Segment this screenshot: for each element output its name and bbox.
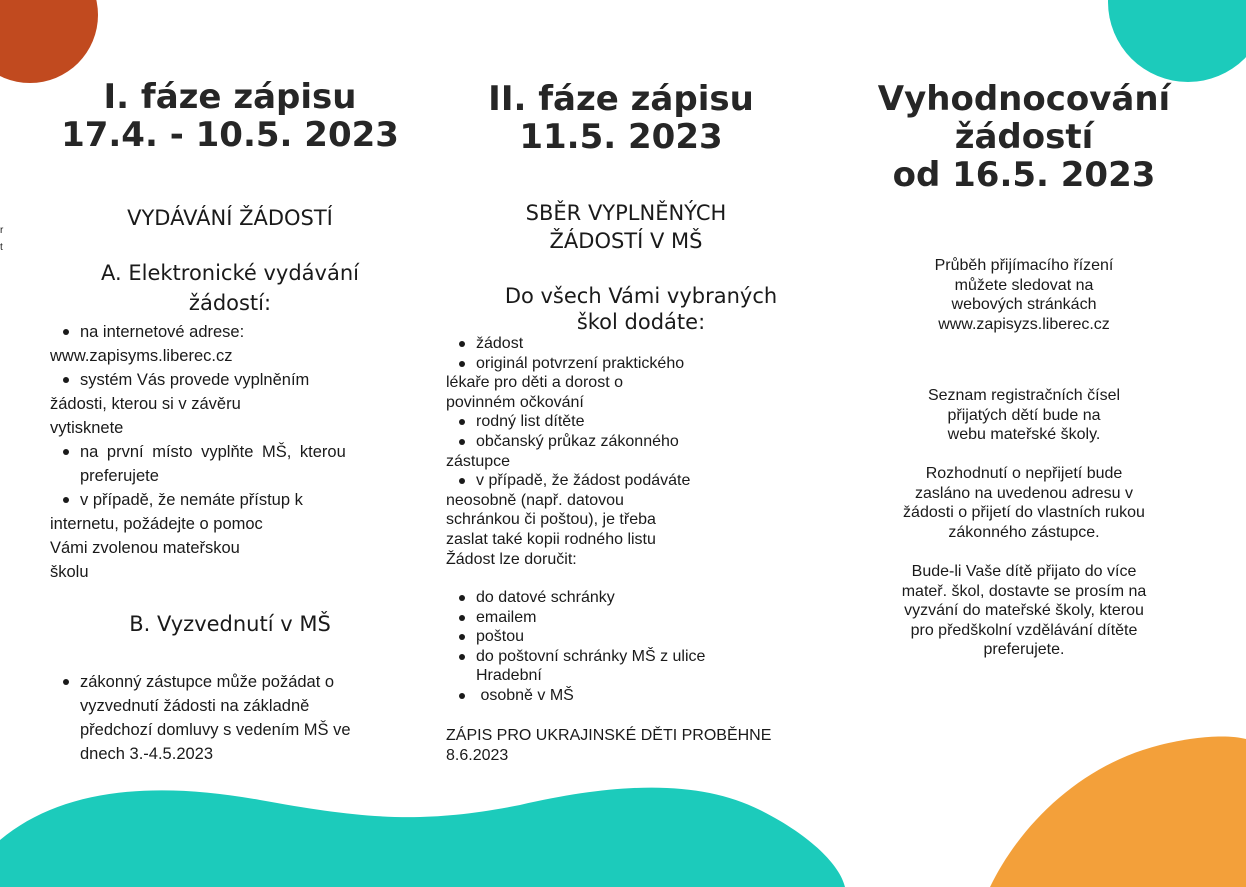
list-item: emailem [446, 608, 836, 628]
list-item-cont: žádosti, kterou si v závěru [50, 395, 241, 413]
list-item: žádost [446, 334, 836, 354]
list-item: v případě, že nemáte přístup k [50, 488, 420, 512]
list-item: občanský průkaz zákonného [446, 432, 836, 452]
paragraph-registration [844, 386, 1204, 445]
phase-1-heading [40, 78, 420, 154]
website-link[interactable]: www.zapisyzs.liberec.cz [938, 315, 1110, 333]
phase-2-subtitle-line: ŽÁDOSTÍ V MŠ [549, 229, 703, 253]
list-item: na první místo vyplňte MŠ, kterou [50, 440, 420, 464]
phase-2-subtitle-line: SBĚR VYPLNĚNÝCH [525, 201, 727, 225]
phase-2-title: II. fáze zápisu [488, 79, 754, 119]
deliver-title [446, 283, 836, 335]
list-item: rodný list dítěte [446, 412, 836, 432]
column-evaluation [844, 0, 1204, 887]
paragraph-line: Seznam registračních čísel [927, 387, 1121, 404]
deliver-list [446, 334, 836, 569]
list-item: do datové schránky [446, 588, 836, 608]
phase-2-date: 11.5. 2023 [519, 117, 723, 157]
section-b-title: B. Vyzvednutí v MŠ [129, 612, 331, 636]
list-item-cont: zaslat také kopii rodného listu [446, 530, 656, 548]
column-phase-1 [40, 0, 420, 887]
phase-2-subtitle [431, 199, 821, 255]
ukraine-note-date: 8.6.2023 [446, 746, 509, 764]
list-item: do poštovní schránky MŠ z ulice [446, 647, 836, 667]
ukraine-note [446, 726, 846, 765]
list-item-cont: schránkou či poštou), je třeba [446, 511, 656, 529]
evaluation-title-2: žádostí [954, 117, 1094, 157]
paragraph-rejection [844, 464, 1204, 542]
ukraine-note-line: ZÁPIS PRO UKRAJINSKÉ DĚTI PROBĚHNE [446, 727, 772, 744]
list-item-cont: neosobně (např. datovou [446, 491, 624, 509]
paragraph-line: žádosti o přijetí do vlastních rukou [903, 504, 1145, 522]
paragraph-line: mateř. škol, dostavte se prosím na [901, 582, 1147, 600]
list-item: originál potvrzení praktického [446, 354, 836, 374]
evaluation-date: od 16.5. 2023 [892, 155, 1156, 195]
list-item-cont: dnech 3.-4.5.2023 [80, 745, 214, 763]
section-a-title-line: žádostí: [188, 291, 272, 315]
section-a-list [50, 320, 420, 584]
deliver-title-line: škol dodáte: [576, 310, 706, 334]
phase-1-subtitle: VYDÁVÁNÍ ŽÁDOSTÍ [127, 206, 333, 230]
paragraph-line: webu mateřské školy. [947, 426, 1101, 444]
phase-2-heading [426, 80, 816, 156]
list-item-cont: lékaře pro děti a dorost o [446, 374, 623, 392]
edge-fragment [0, 222, 3, 256]
list-item-cont: vyzvednutí žádosti na základně [80, 697, 310, 715]
list-item: osobně v MŠ [446, 686, 836, 706]
evaluation-title: Vyhodnocování [877, 79, 1171, 119]
list-item-cont: zástupce [446, 452, 511, 470]
list-item-cont: Vámi zvolenou mateřskou [50, 539, 240, 557]
paragraph-line: pro předškolní vzdělávání dítěte [910, 621, 1138, 639]
delivery-methods-list [446, 588, 836, 706]
list-item-cont: vytisknete [50, 419, 124, 437]
paragraph-line: zasláno na uvedenou adresu v [915, 484, 1133, 502]
list-item-cont: internetu, požádejte o pomoc [50, 515, 263, 533]
edge-fragment-2: t [0, 242, 3, 253]
paragraph-line: přijatých dětí bude na [947, 406, 1101, 424]
paragraph-line: Bude-li Vaše dítě přijato do více [911, 563, 1137, 580]
list-item: na internetové adrese: [50, 320, 420, 344]
website-link[interactable]: www.zapisyms.liberec.cz [50, 347, 233, 365]
list-item-cont: školu [50, 563, 89, 581]
list-item: zákonný zástupce může požádat o [50, 670, 420, 694]
deliver-title-line: Do všech Vámi vybraných [504, 284, 778, 308]
section-a-title-line: A. Elektronické vydávání [101, 261, 359, 285]
list-item-cont: předchozí domluvy s vedením MŠ ve [80, 721, 351, 739]
list-item: v případě, že žádost podáváte [446, 471, 836, 491]
edge-fragment-1: r [0, 225, 4, 236]
paragraph-line: zákonného zástupce. [948, 523, 1100, 541]
list-item-cont: Hradební [476, 667, 542, 685]
column-phase-2 [446, 0, 836, 887]
delivery-intro: Žádost lze doručit: [446, 550, 577, 568]
paragraph-line: vyzvání do mateřské školy, kterou [904, 602, 1144, 620]
paragraph-progress [844, 256, 1204, 334]
section-a-title [40, 258, 420, 318]
phase-1-dates: 17.4. - 10.5. 2023 [61, 115, 399, 155]
paragraph-line: webových stránkách [951, 296, 1097, 314]
list-item: poštou [446, 627, 836, 647]
section-b-list [50, 670, 420, 766]
phase-1-title: I. fáze zápisu [103, 77, 357, 117]
evaluation-heading [844, 80, 1204, 194]
list-item-cont: preferujete [80, 467, 159, 485]
paragraph-line: preferujete. [983, 641, 1065, 659]
paragraph-line: můžete sledovat na [954, 276, 1094, 294]
list-item-cont: povinném očkování [446, 393, 584, 411]
list-item: systém Vás provede vyplněním [50, 368, 420, 392]
paragraph-multiple [844, 562, 1204, 660]
paragraph-line: Rozhodnutí o nepřijetí bude [925, 465, 1123, 482]
paragraph-line: Průběh přijímacího řízení [934, 257, 1114, 274]
